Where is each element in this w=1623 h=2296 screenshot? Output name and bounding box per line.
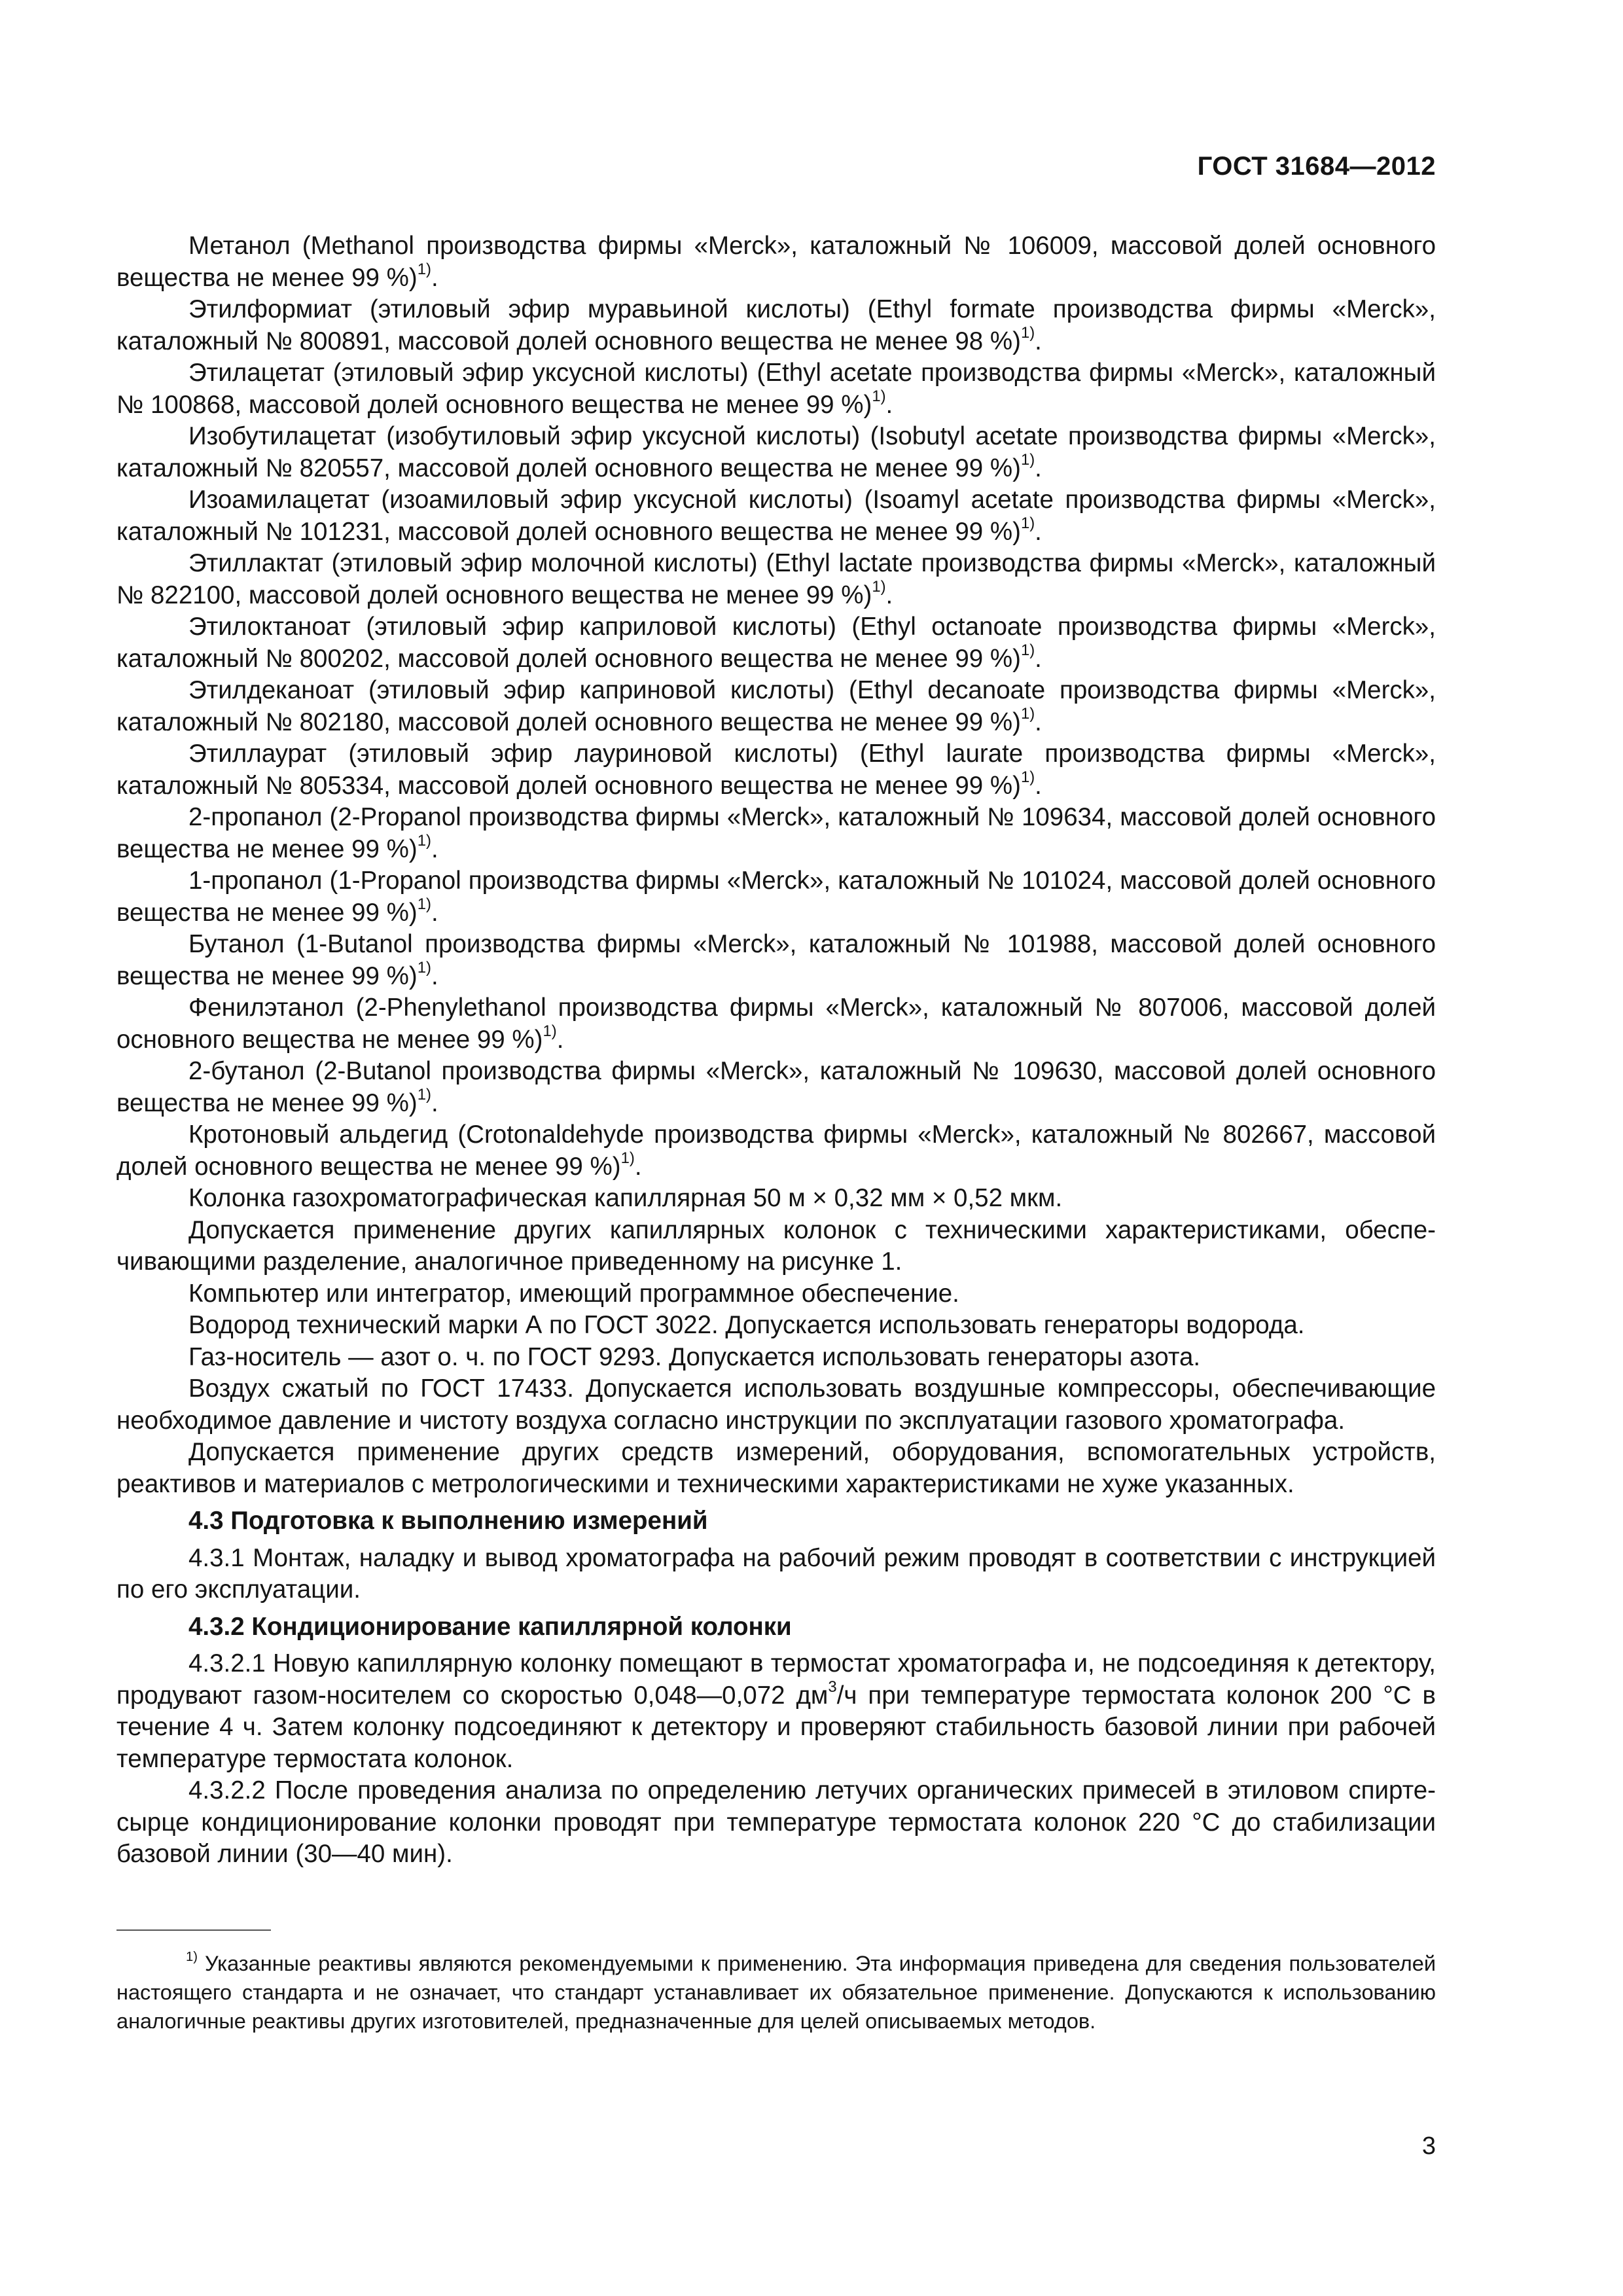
- reagent-item: [116, 738, 1436, 802]
- equipment-item: Допускается применение других капиллярных колонок с техническими характеристиками, обеспечивающими разделение, аналогичное приведенному на рисунке 1.: [116, 1215, 1436, 1276]
- reagent-item: [116, 421, 1436, 484]
- footnote-ref: 1): [417, 260, 431, 279]
- reagent-item: [116, 484, 1436, 548]
- reagent-text: Фенилэтанол (2-Phenylethanol производства фирмы «Merck», каталожный № 807006, массовой долей основного вещества не менее 99 %): [116, 994, 1436, 1054]
- paragraph-4-3-2-1: [116, 1648, 1436, 1775]
- footnote-ref: 1): [1020, 768, 1035, 787]
- equipment-item: Компьютер или интегратор, имеющий программное обеспечение.: [188, 1279, 959, 1308]
- paragraph-4-3-2-2: 4.3.2.2 После проведения анализа по определению летучих органических примесей в этиловом спирте-сырце кондиционирование колонки проводят при температуре термостата колонок 220 °С до стабилизации базовой линии (30—40 мин).: [116, 1776, 1436, 1868]
- footnote-ref: 1): [1020, 514, 1035, 533]
- reagent-item: [116, 294, 1436, 357]
- reagent-item: [116, 548, 1436, 611]
- reagent-item: [116, 865, 1436, 929]
- reagent-tail: .: [634, 1152, 642, 1181]
- footnote: [116, 1949, 1436, 2036]
- reagent-tail: .: [431, 1088, 438, 1117]
- footnote-ref: 1): [417, 959, 431, 977]
- reagent-item: [116, 675, 1436, 738]
- footnote-ref: 1): [872, 387, 886, 406]
- reagent-tail: .: [431, 263, 438, 292]
- reagent-tail: .: [1035, 771, 1042, 800]
- equipment-item: Допускается применение других средств измерений, оборудования, вспомогательных устройств, реактивов и материалов с метрологическими и техническими характеристиками не хуже указанных.: [116, 1438, 1436, 1498]
- paragraph-text: 4.3.2.1 Новую капиллярную колонку помещают в термостат хроматографа и, не подсоединяя к детектору, продувают газом-носителем со скоростью 0,048—0,072 дм: [116, 1649, 1436, 1710]
- reagent-text: Кротоновый альдегид (Crotonaldehyde производства фирмы «Merck», каталожный № 802667, массовой долей основного вещества не менее 99 %): [116, 1121, 1436, 1181]
- footnote-divider: [116, 1929, 271, 1931]
- equipment-item: Воздух сжатый по ГОСТ 17433. Допускается использовать воздушные компрессоры, обеспечивающие необходимое давление и чистоту воздуха согласно инструкции по эксплуатации газового хроматографа.: [116, 1374, 1436, 1435]
- footnote-ref: 1): [1020, 324, 1035, 342]
- equipment-item: Газ-носитель — азот о. ч. по ГОСТ 9293. Допускается использовать генераторы азота.: [188, 1342, 1201, 1371]
- footnote-ref: 1): [1020, 451, 1035, 469]
- unit-exponent: 3: [828, 1678, 837, 1696]
- reagent-text: 1-пропанол (1-Propanol производства фирмы «Merck», каталожный № 101024, массовой долей основного вещества не менее 99 %): [116, 867, 1436, 927]
- reagent-tail: .: [885, 390, 893, 419]
- reagent-text: Этилоктаноат (этиловый эфир каприловой кислоты) (Ethyl octanoate производства фирмы «Merck», каталожный № 800202, массовой долей основного вещества не менее 99 %): [116, 613, 1436, 673]
- reagent-tail: .: [431, 834, 438, 863]
- section-heading: 4.3 Подготовка к выполнению измерений: [188, 1507, 708, 1535]
- reagent-text: Метанол (Methanol производства фирмы «Merck», каталожный № 106009, массовой долей основного вещества не менее 99 %): [116, 232, 1436, 292]
- reagent-tail: .: [1035, 454, 1042, 482]
- footnote-ref: 1): [872, 578, 886, 596]
- reagent-tail: .: [1035, 517, 1042, 546]
- reagent-text: Этилацетат (этиловый эфир уксусной кислоты) (Ethyl acetate производства фирмы «Merck», каталожный № 100868, массовой долей основного вещества не менее 99 %): [116, 359, 1436, 419]
- reagent-tail: .: [1035, 644, 1042, 673]
- footnote-mark: 1): [186, 1950, 198, 1965]
- footnote-ref: 1): [417, 895, 431, 914]
- equipment-item: Колонка газохроматографическая капиллярная 50 м × 0,32 мм × 0,52 мкм.: [188, 1184, 1063, 1212]
- reagent-text: Этилдеканоат (этиловый эфир каприновой кислоты) (Ethyl decanoate производства фирмы «Merck», каталожный № 802180, массовой долей основного вещества не менее 99 %): [116, 676, 1436, 736]
- reagent-item: [116, 929, 1436, 992]
- reagent-tail: .: [1035, 708, 1042, 736]
- reagent-text: Этиллактат (этиловый эфир молочной кислоты) (Ethyl lactate производства фирмы «Merck», каталожный № 822100, массовой долей основного вещества не менее 99 %): [116, 549, 1436, 609]
- reagent-text: Бутанол (1-Butanol производства фирмы «Merck», каталожный № 101988, массовой долей основного вещества не менее 99 %): [116, 930, 1436, 990]
- reagent-text: Этиллаурат (этиловый эфир лауриновой кислоты) (Ethyl laurate производства фирмы «Merck», каталожный № 805334, массовой долей основного вещества не менее 99 %): [116, 740, 1436, 800]
- standard-code: ГОСТ 31684—2012: [1197, 152, 1436, 181]
- reagent-item: [116, 992, 1436, 1056]
- subsection-heading: 4.3.2 Кондиционирование капиллярной колонки: [188, 1612, 792, 1641]
- reagent-text: 2-пропанол (2-Propanol производства фирмы «Merck», каталожный № 109634, массовой долей основного вещества не менее 99 %): [116, 803, 1436, 863]
- footnote-ref: 1): [620, 1149, 635, 1168]
- reagent-tail: .: [431, 898, 438, 927]
- reagent-tail: .: [556, 1025, 564, 1054]
- paragraph-text: /ч при температуре термостата колонок 200 °С в течение 4 ч. Затем колонку подсоединяют к детектору и проверяют стабильность базовой линии при рабочей температуре термостата колонок.: [116, 1681, 1436, 1773]
- reagent-text: Изоамилацетат (изоамиловый эфир уксусной кислоты) (Isoamyl acetate производства фирмы «Merck», каталожный № 101231, массовой долей основного вещества не менее 99 %): [116, 486, 1436, 546]
- reagent-tail: .: [885, 581, 893, 609]
- footnote-ref: 1): [543, 1022, 557, 1041]
- reagent-item: [116, 611, 1436, 675]
- footnote-ref: 1): [1020, 641, 1035, 660]
- equipment-list: [116, 1183, 1436, 1500]
- reagent-item: [116, 357, 1436, 421]
- footnote-ref: 1): [417, 832, 431, 850]
- reagent-text: 2-бутанол (2-Butanol производства фирмы «Merck», каталожный № 109630, массовой долей основного вещества не менее 99 %): [116, 1057, 1436, 1117]
- reagent-item: [116, 230, 1436, 294]
- footnote-text: Указанные реактивы являются рекомендуемыми к применению. Эта информация приведена для сведения пользователей настоящего стандарта и не означает, что стандарт устанавливает их обязательное применение. Допускаются к использованию аналогичные реактивы других изготовителей, предназначенные для целей описываемых методов.: [116, 1952, 1436, 2033]
- footnote-ref: 1): [1020, 705, 1035, 723]
- reagent-tail: .: [431, 961, 438, 990]
- reagent-text: Этилформиат (этиловый эфир муравьиной кислоты) (Ethyl formate производства фирмы «Merck», каталожный № 800891, массовой долей основного вещества не менее 98 %): [116, 295, 1436, 355]
- reagent-item: [116, 1056, 1436, 1119]
- reagent-tail: .: [1035, 327, 1042, 355]
- equipment-item: Водород технический марки А по ГОСТ 3022. Допускается использовать генераторы водорода.: [188, 1311, 1305, 1339]
- paragraph-4-3-1: 4.3.1 Монтаж, наладку и вывод хроматографа на рабочий режим проводят в соответствии с инструкцией по его эксплуатации.: [116, 1543, 1436, 1604]
- footnote-ref: 1): [417, 1086, 431, 1104]
- reagent-text: Изобутилацетат (изобутиловый эфир уксусной кислоты) (Isobutyl acetate производства фирмы «Merck», каталожный № 820557, массовой долей основного вещества не менее 99 %): [116, 422, 1436, 482]
- document-body: [116, 230, 1436, 1871]
- reagent-item: [116, 1119, 1436, 1183]
- reagent-list: [116, 230, 1436, 1183]
- page-number: 3: [1421, 2132, 1436, 2160]
- reagent-item: [116, 802, 1436, 865]
